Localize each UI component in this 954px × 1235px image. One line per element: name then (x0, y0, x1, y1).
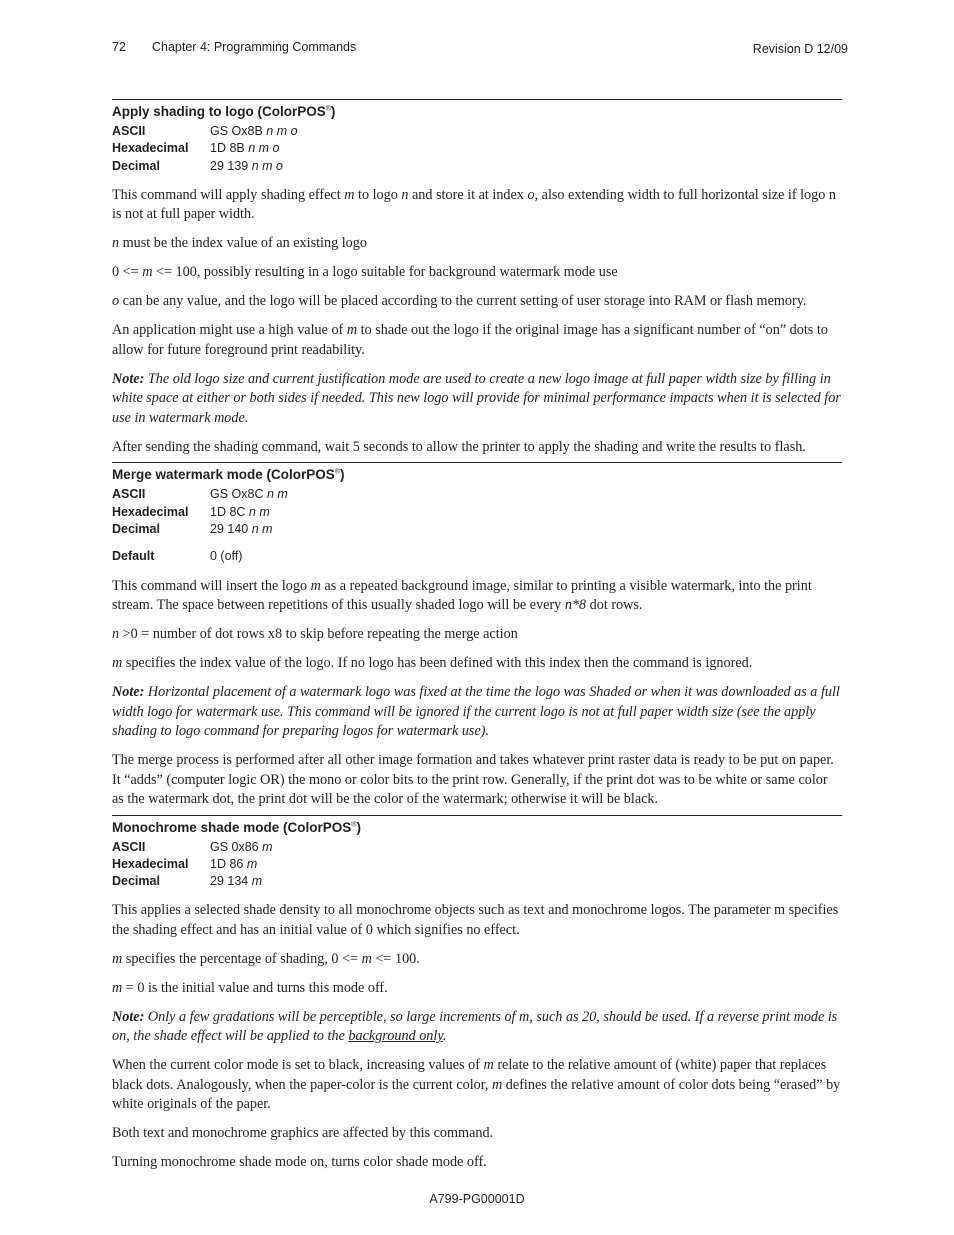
hex-row: Hexadecimal 1D 8B n m o (112, 141, 280, 156)
note: Note: Horizontal placement of a watermark logo was fixed at the time the logo was Shaded or when it was downloaded as a full width logo for watermark use. This command will be ignored if the current logo is not at full paper width size (see the apply shading to logo command for preparing logos for watermark use). (112, 684, 840, 740)
paragraph: n must be the index value of an existing logo (112, 235, 367, 252)
paragraph: An application might use a high value of m to shade out the logo if the original image has a significant number of “on” dots to allow for future foreground print readability. (112, 322, 828, 358)
paragraph: m = 0 is the initial value and turns this mode off. (112, 979, 388, 996)
decimal-row: Decimal 29 134 m (112, 874, 263, 889)
paragraph: n >0 = number of dot rows x8 to skip before repeating the merge action (112, 626, 518, 643)
paragraph: 0 <= m <= 100, possibly resulting in a logo suitable for background watermark mode use (112, 264, 618, 281)
section-title: Merge watermark mode (ColorPOS®) (112, 467, 345, 483)
paragraph: After sending the shading command, wait 5 seconds to allow the printer to apply the shading and write the results to flash. (112, 438, 806, 455)
hex-row: Hexadecimal 1D 86 m (112, 856, 258, 871)
paragraph: This command will apply shading effect m to logo n and store it at index o, also extending width to full horizontal size if logo n is not at full paper width. (112, 186, 836, 223)
paragraph: The merge process is performed after all other image formation and takes whatever print raster data is ready to be put on paper. It “adds” (computer logic OR) the mono or color bits to the print row. Generally, if the print dot was to be white or same color as the watermark dot, the print dot will be the color of the watermark; otherwise it will be black. (112, 752, 834, 808)
page-number: 72 (112, 40, 126, 54)
paragraph: When the current color mode is set to black, increasing values of m relate to the relative amount of (white) paper that replaces black dots. Analogously, when the paper-color is the current color, m defines the relative amount of color dots being “erased” by white originals of the paper. (112, 1057, 841, 1113)
paragraph: Both text and monochrome graphics are affected by this command. (112, 1125, 494, 1142)
default-row: Default 0 (off) (112, 549, 243, 564)
section-title: Apply shading to logo (ColorPOS®) (112, 104, 336, 119)
paragraph: m specifies the percentage of shading, 0 <= m <= 100. (112, 950, 420, 967)
ascii-row: ASCII GS Ox8B n m o (112, 124, 298, 138)
section-apply-shading (112, 99, 842, 457)
paragraph: This applies a selected shade density to all monochrome objects such as text and monochrome logos. The parameter m specifies the shading effect and has an initial value of 0 which signifies no effect. (112, 902, 839, 938)
hex-row: Hexadecimal 1D 8C n m (112, 504, 270, 519)
paragraph: m specifies the index value of the logo. If no logo has been defined with this index then the command is ignored. (112, 655, 753, 672)
page-content (112, 99, 842, 1173)
section-merge-watermark (112, 462, 842, 809)
section-title: Monochrome shade mode (ColorPOS®) (112, 819, 361, 835)
section-monochrome-shade (112, 815, 842, 1173)
paragraph: This command will insert the logo m as a repeated background image, similar to printing a visible watermark, into the print stream. The space between repetitions of this usually shaded logo will be every n*8 dot rows. (112, 577, 812, 614)
decimal-row: Decimal 29 140 n m (112, 521, 273, 536)
chapter-title: Chapter 4: Programming Commands (152, 40, 357, 54)
footer-doc-id: A799-PG00001D (429, 1192, 525, 1206)
note: Note: The old logo size and current justification mode are used to create a new logo image at full paper width size by filling in white space at either or both sides if needed. This new logo will provide for minimal performance impacts when it is selected for use in watermark mode. (112, 370, 841, 426)
paragraph: Turning monochrome shade mode on, turns color shade mode off. (112, 1154, 487, 1171)
ascii-row: ASCII GS 0x86 m (112, 839, 273, 854)
decimal-row: Decimal 29 139 n m o (112, 158, 283, 173)
paragraph: o can be any value, and the logo will be placed according to the current setting of user storage into RAM or flash memory. (112, 293, 807, 310)
revision-label: Revision D 12/09 (752, 42, 848, 56)
note: Note: Only a few gradations will be perceptible, so large increments of m, such as 20, should be used. If a reverse print mode is on, the shade effect will be applied to the background only. (112, 1008, 838, 1045)
ascii-row: ASCII GS Ox8C n m (112, 487, 288, 502)
